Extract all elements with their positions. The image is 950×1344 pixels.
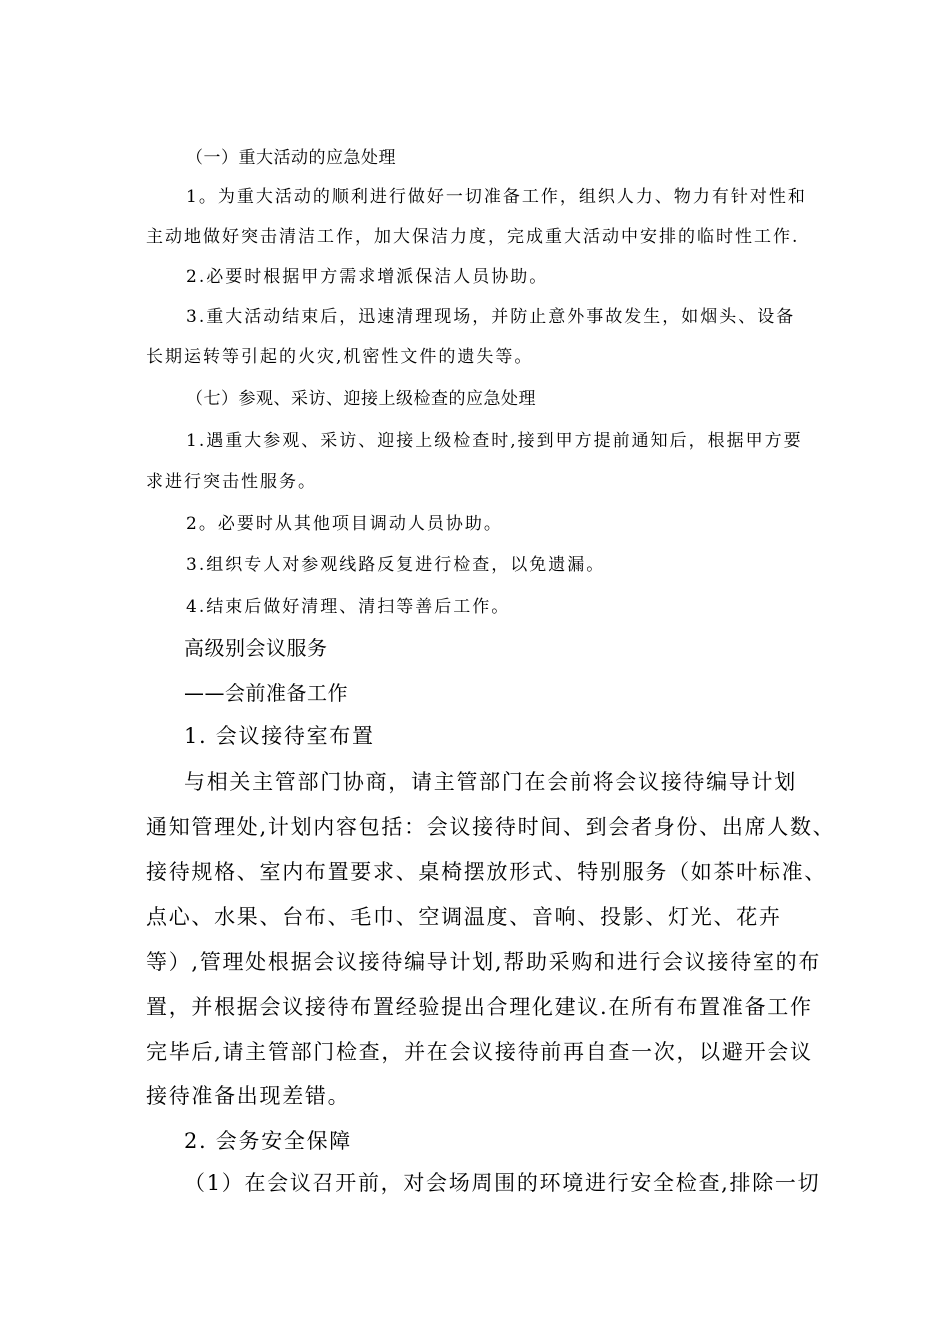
section-heading-inspection: （七）参观、采访、迎接上级检查的应急处理	[186, 389, 536, 409]
paragraph-line: 通知管理处,计划内容包括：会议接待时间、到会者身份、出席人数、	[146, 815, 836, 839]
paragraph-line: 置，并根据会议接待布置经验提出合理化建议.在所有布置准备工作	[146, 995, 813, 1019]
document-title: 高级别会议服务	[184, 636, 328, 660]
paragraph-line: （1）在会议召开前，对会场周围的环境进行安全检查,排除一切	[184, 1171, 821, 1195]
subsection-heading-reception: 1. 会议接待室布置	[184, 724, 375, 748]
paragraph-line: 等）,管理处根据会议接待编导计划,帮助采购和进行会议接待室的布	[146, 950, 822, 974]
paragraph-line: 1。为重大活动的顺利进行做好一切准备工作，组织人力、物力有针对性和	[186, 187, 807, 207]
paragraph-line: 接待准备出现差错。	[146, 1084, 351, 1108]
document-subtitle: ——会前准备工作	[184, 681, 348, 705]
paragraph-line: 接待规格、室内布置要求、桌椅摆放形式、特别服务（如茶叶标准、	[146, 860, 827, 884]
paragraph-line: 1.遇重大参观、采访、迎接上级检查时,接到甲方提前通知后，根据甲方要	[186, 431, 803, 451]
paragraph-line: 求进行突击性服务。	[146, 472, 317, 492]
paragraph-line: 2。必要时从其他项目调动人员协助。	[186, 514, 503, 534]
subsection-heading-security: 2. 会务安全保障	[184, 1129, 353, 1153]
paragraph-line: 3.组织专人对参观线路反复进行检查，以免遗漏。	[186, 555, 606, 575]
paragraph-line: 4.结束后做好清理、清扫等善后工作。	[186, 597, 511, 617]
paragraph-line: 3.重大活动结束后，迅速清理现场，并防止意外事故发生，如烟头、设备	[186, 307, 796, 327]
paragraph-line: 2.必要时根据甲方需求增派保洁人员协助。	[186, 267, 549, 287]
paragraph-line: 完毕后,请主管部门检查，并在会议接待前再自查一次，以避开会议	[146, 1040, 813, 1064]
section-heading-major-events: （一）重大活动的应急处理	[186, 148, 396, 168]
paragraph-line: 点心、水果、台布、毛巾、空调温度、音响、投影、灯光、花卉	[146, 905, 782, 929]
paragraph-line: 主动地做好突击清洁工作，加大保洁力度，完成重大活动中安排的临时性工作.	[146, 227, 800, 247]
paragraph-line: 长期运转等引起的火灾,机密性文件的遗失等。	[146, 347, 534, 367]
paragraph-line: 与相关主管部门协商，请主管部门在会前将会议接待编导计划	[184, 770, 797, 794]
